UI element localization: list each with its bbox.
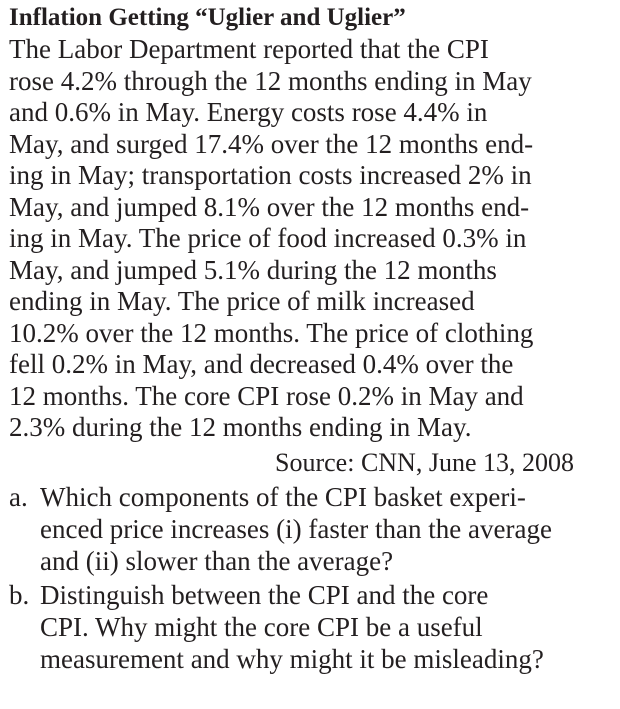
article-line: rose 4.2% through the 12 months ending in May xyxy=(9,65,532,96)
article-line: The Labor Department reported that the CPI xyxy=(9,34,489,64)
article-line: May, and surged 17.4% over the 12 months end- xyxy=(9,128,534,159)
article-line: 12 months. The core CPI rose 0.2% in May and xyxy=(9,380,524,411)
question-letter: b. xyxy=(9,579,30,610)
article-line: May, and jumped 8.1% over the 12 months end- xyxy=(9,191,530,222)
question-line: and (ii) slower than the average? xyxy=(40,545,394,576)
question-line: measurement and why might it be misleading? xyxy=(40,643,544,674)
question-line: Which components of the CPI basket experi- xyxy=(40,481,526,512)
question-line: CPI. Why might the core CPI be a useful xyxy=(40,611,483,642)
article-line: 10.2% over the 12 months. The price of clothing xyxy=(9,317,534,348)
source-citation: Source: CNN, June 13, 2008 xyxy=(275,447,574,477)
article-line: ing in May; transportation costs increased 2% in xyxy=(9,160,532,190)
question-a xyxy=(9,481,574,577)
question-line: enced price increases (i) faster than the average xyxy=(40,513,552,544)
question-letter: a. xyxy=(9,481,28,512)
article-line: and 0.6% in May. Energy costs rose 4.4% in xyxy=(9,97,488,127)
article-line: 2.3% during the 12 months ending in May. xyxy=(9,412,472,442)
question-line: Distinguish between the CPI and the core xyxy=(40,579,489,610)
article-body xyxy=(9,34,574,444)
question-text xyxy=(40,481,574,577)
article-title: Inflation Getting “Uglier and Uglier” xyxy=(9,4,406,31)
article-line: ending in May. The price of milk increased xyxy=(9,286,475,316)
question-b xyxy=(9,579,574,675)
article-line: May, and jumped 5.1% during the 12 months xyxy=(9,254,497,285)
article-line: fell 0.2% in May, and decreased 0.4% over the xyxy=(9,349,514,379)
question-text xyxy=(40,579,574,675)
document xyxy=(9,2,574,675)
article-line: ing in May. The price of food increased 0.3% in xyxy=(9,223,527,253)
